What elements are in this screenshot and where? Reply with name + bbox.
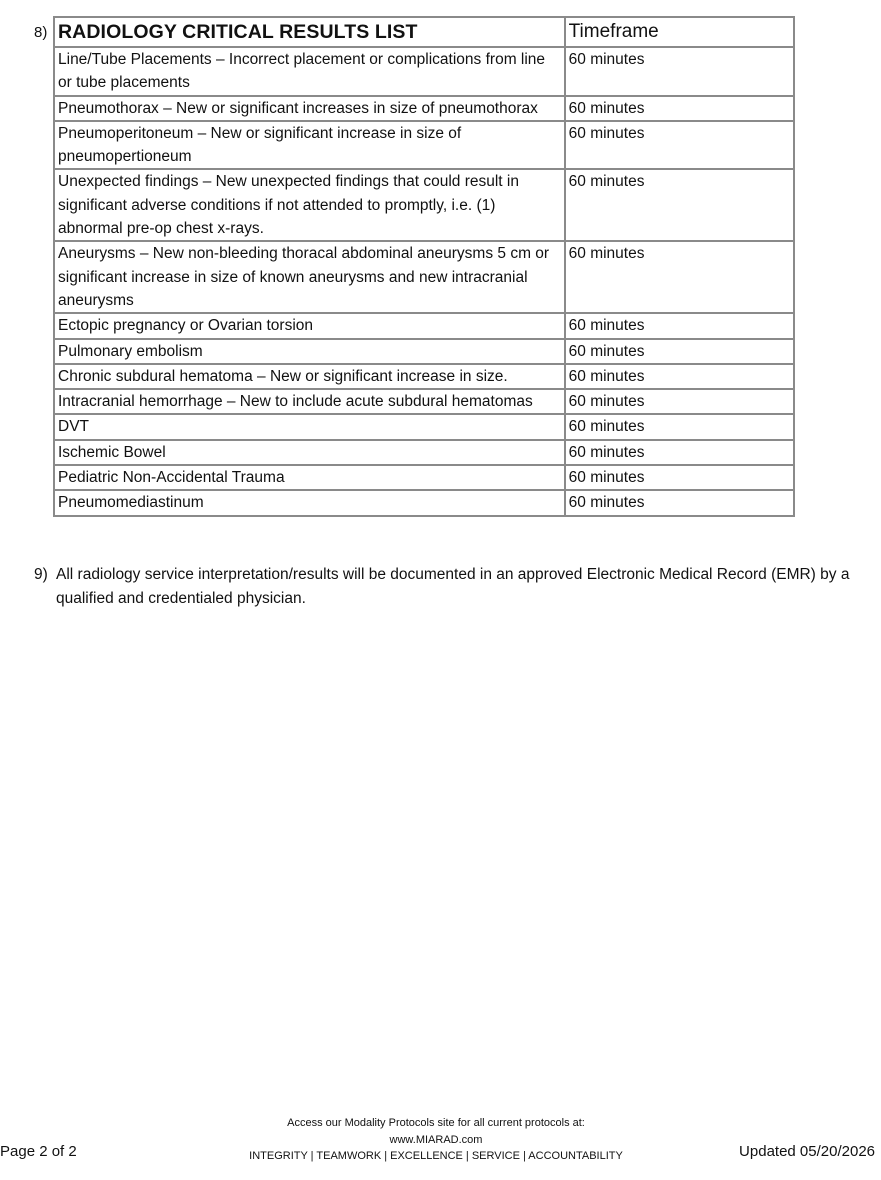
timeframe-cell: 60 minutes	[565, 414, 794, 439]
timeframe-cell: 60 minutes	[565, 96, 794, 121]
timeframe-cell: 60 minutes	[565, 440, 794, 465]
table-row	[54, 339, 794, 364]
finding-cell: Pneumomediastinum	[54, 490, 565, 515]
footer-website: www.MIARAD.com	[389, 1133, 483, 1146]
table-row	[54, 389, 794, 414]
finding-cell: Pulmonary embolism	[54, 339, 565, 364]
table-row	[54, 440, 794, 465]
finding-cell: Intracranial hemorrhage – New to include acute subdural hematomas	[54, 389, 565, 414]
timeframe-header: Timeframe	[565, 17, 794, 47]
finding-cell: Aneurysms – New non-bleeding thoracal abdominal aneurysms 5 cm or significant increase in size of known aneurysms and new intracranial aneurysms	[54, 241, 565, 313]
footer-center	[236, 1115, 636, 1165]
finding-cell: Ischemic Bowel	[54, 440, 565, 465]
updated-date: Updated 05/20/2026	[739, 1143, 875, 1160]
note-text: All radiology service interpretation/results will be documented in an approved Electronic Medical Record (EMR) by a qualified and credentialed physician.	[56, 566, 850, 607]
finding-cell: Pneumoperitoneum – New or significant increase in size of pneumopertioneum	[54, 121, 565, 170]
finding-cell: DVT	[54, 414, 565, 439]
finding-cell: Pneumothorax – New or significant increases in size of pneumothorax	[54, 96, 565, 121]
page-number: Page 2 of 2	[0, 1143, 77, 1160]
footer-values: INTEGRITY | TEAMWORK | EXCELLENCE | SERVICE | ACCOUNTABILITY	[249, 1150, 623, 1162]
table-row	[54, 47, 794, 96]
timeframe-cell: 60 minutes	[565, 389, 794, 414]
timeframe-cell: 60 minutes	[565, 339, 794, 364]
table-title: RADIOLOGY CRITICAL RESULTS LIST	[54, 17, 565, 47]
finding-cell: Ectopic pregnancy or Ovarian torsion	[54, 313, 565, 338]
table-row	[54, 490, 794, 515]
table-row	[54, 96, 794, 121]
table-row	[54, 121, 794, 170]
timeframe-cell: 60 minutes	[565, 241, 794, 313]
note-number: 9)	[34, 566, 48, 583]
table-body	[54, 47, 794, 516]
table-row	[54, 364, 794, 389]
finding-cell: Unexpected findings – New unexpected findings that could result in significant adverse conditions if not attended to promptly, i.e. (1) abnormal pre-op chest x-rays.	[54, 169, 565, 241]
timeframe-cell: 60 minutes	[565, 47, 794, 96]
table-row	[54, 241, 794, 313]
timeframe-cell: 60 minutes	[565, 490, 794, 515]
table-row	[54, 465, 794, 490]
table-row	[54, 169, 794, 241]
timeframe-cell: 60 minutes	[565, 465, 794, 490]
finding-cell: Line/Tube Placements – Incorrect placement or complications from line or tube placements	[54, 47, 565, 96]
table-header-row	[54, 17, 794, 47]
table-row	[54, 414, 794, 439]
footer-protocols-line: Access our Modality Protocols site for all current protocols at:	[287, 1117, 585, 1129]
timeframe-cell: 60 minutes	[565, 169, 794, 241]
table-row	[54, 313, 794, 338]
timeframe-cell: 60 minutes	[565, 364, 794, 389]
critical-results-table	[53, 16, 795, 517]
section-number: 8)	[34, 24, 48, 41]
finding-cell: Chronic subdural hematoma – New or significant increase in size.	[54, 364, 565, 389]
timeframe-cell: 60 minutes	[565, 121, 794, 170]
timeframe-cell: 60 minutes	[565, 313, 794, 338]
finding-cell: Pediatric Non-Accidental Trauma	[54, 465, 565, 490]
